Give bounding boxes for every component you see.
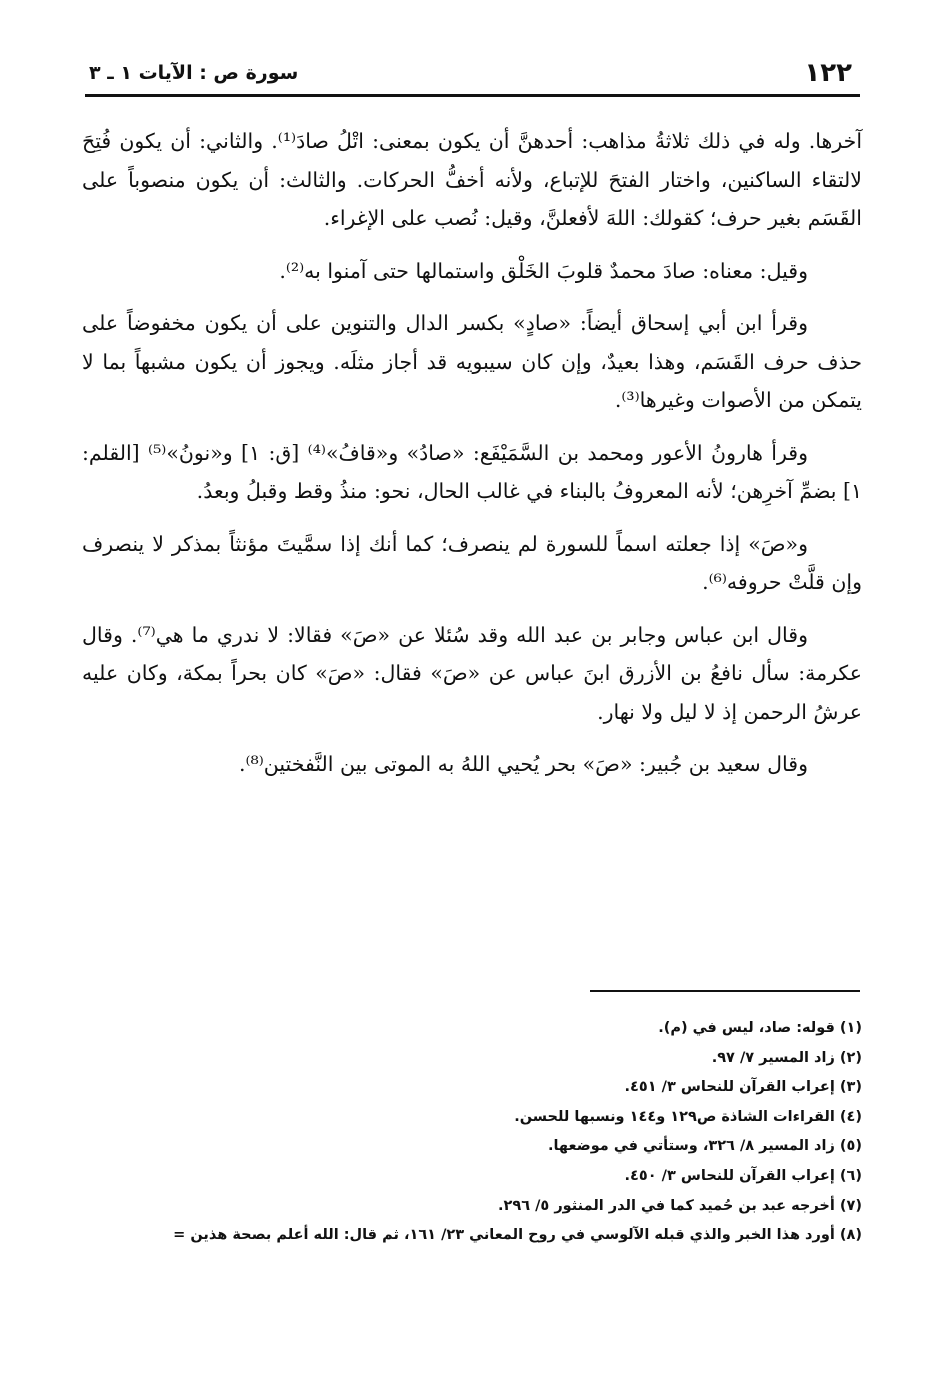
footnote-7: (٧) أخرجه عبد بن حُميد كما في الدر المنثور ٥/ ٢٩٦. bbox=[497, 1197, 862, 1214]
footnote-separator bbox=[590, 990, 860, 992]
paragraph-1: آخرها. وله في ذلك ثلاثةُ مذاهب: أحدهنَّ أن يكون بمعنى: اتْلُ صادَ⁽¹⁾. والثاني: أن يكون فُتِحَ لالتقاء الساكنين، واختار الفتحَ للإتباع، ولأنه أخفُّ الحركات. والثالث: أن يكون منصوباً على القَسَم بغير حرف؛ كقولك: اللهَ لأفعلنَّ، وقيل: نُصب على الإغراء. bbox=[82, 129, 863, 230]
footnote-5: (٥) زاد المسير ٨/ ٣٢٦، وستأتي في موضعها. bbox=[547, 1138, 862, 1155]
page-header bbox=[85, 58, 860, 97]
footnote-3: (٣) إعراب القرآن للنحاس ٣/ ٤٥١. bbox=[624, 1079, 862, 1096]
page-number: ١٢٢ bbox=[804, 58, 852, 88]
main-text bbox=[82, 122, 862, 798]
paragraph-5: و«صَ» إذا جعلته اسماً للسورة لم ينصرف؛ كما أنك إذا سمَّيتَ مؤنثاً بمذكر لا ينصرف وإن قلَّتْ حروفه⁽⁶⁾. bbox=[82, 531, 862, 594]
paragraph-3: وقرأ ابن أبي إسحاق أيضاً: «صادٍ» بكسر الدال والتنوين على أن يكون مخفوضاً على حذف حرف القَسَم، وهذا بعيدٌ، وإن كان سيبويه قد أجاز مثلَه. ويجوز أن يكون مشبهاً بما لا يتمكن من الأصوات وغيرها⁽³⁾. bbox=[82, 311, 862, 412]
paragraph-7: وقال سعيد بن جُبير: «صَ» بحر يُحيي اللهُ به الموتى بين النَّفختين⁽⁸⁾. bbox=[238, 752, 808, 776]
paragraph-2: وقيل: معناه: صادَ محمدٌ قلوبَ الخَلْق واستمالها حتى آمنوا به⁽²⁾. bbox=[279, 258, 808, 283]
paragraph-4: وقرأ هارونُ الأعور ومحمد بن السَّمَيْفَع: «صادُ» و«قافُ»⁽⁴⁾ [ق: ١] و«نونُ»⁽⁵⁾ [القلم: ١] بضمِّ آخرِهن؛ لأنه المعروفُ بالبناء في غالب الحال، نحو: منذُ وقط وقبلُ وبعدُ. bbox=[82, 440, 862, 503]
footnote-2: (٢) زاد المسير ٧/ ٩٧. bbox=[711, 1049, 862, 1066]
footnote-1: (١) قوله: صاد، ليس في (م). bbox=[658, 1020, 862, 1036]
footnote-4: (٤) القراءات الشاذة ص١٢٩ و١٤٤ ونسبها للحسن. bbox=[514, 1108, 862, 1125]
running-head: سورة ص : الآيات ١ ـ ٣ bbox=[89, 62, 299, 84]
footnote-8: (٨) أورد هذا الخبر والذي قبله الآلوسي في روح المعاني ٢٣/ ١٦١، ثم قال: الله أعلم بصحة هذين = bbox=[173, 1227, 862, 1244]
footnote-6: (٦) إعراب القرآن للنحاس ٣/ ٤٥٠. bbox=[624, 1167, 862, 1184]
paragraph-6: وقال ابن عباس وجابر بن عبد الله وقد سُئلا عن «صَ» فقالا: لا ندري ما هي⁽⁷⁾. وقال عكرمة: سأل نافعُ بن الأزرق ابنَ عباس عن «صَ» فقال: «صَ» كان بحراً بمكة، وكان عليه عرشُ الرحمن إذ لا ليل ولا نهار. bbox=[82, 622, 862, 724]
footnotes bbox=[82, 1014, 862, 1251]
